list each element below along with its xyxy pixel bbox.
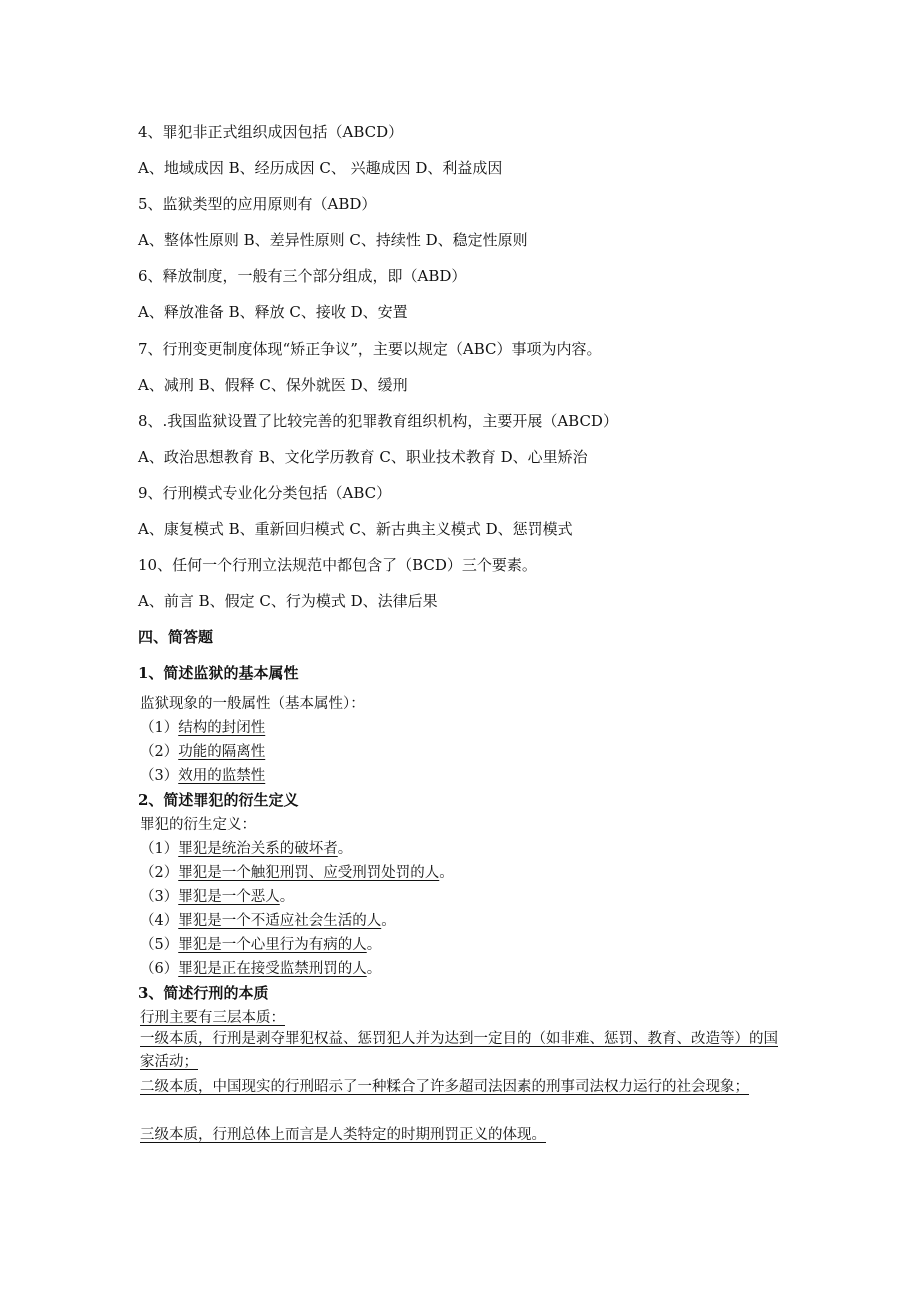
question-7: 7、行刑变更制度体现“矫正争议”，主要以规定（ABC）事项为内容。 xyxy=(138,340,602,358)
options-6: A、释放准备 B、释放 C、接收 D、安置 xyxy=(138,303,408,321)
list-item xyxy=(140,740,265,761)
question-10: 10、任何一个行刑立法规范中都包含了（BCD）三个要素。 xyxy=(138,556,537,574)
options-10: A、前言 B、假定 C、行为模式 D、法律后果 xyxy=(138,592,438,610)
item-number: （1） xyxy=(140,720,179,736)
item-text: 罪犯是一个不适应社会生活的人 xyxy=(178,913,382,929)
item-number: （2） xyxy=(140,744,179,760)
options-4: A、地域成因 B、经历成因 C、 兴趣成因 D、利益成因 xyxy=(138,159,503,177)
list-item xyxy=(140,909,396,930)
question-5: 5、监狱类型的应用原则有（ABD） xyxy=(138,195,377,213)
essence-paragraph-2: 二级本质，中国现实的行刑昭示了一种糅合了许多超司法因素的刑事司法权力运行的社会现象； xyxy=(140,1079,749,1095)
item-number: （5） xyxy=(140,937,179,953)
short-answer-2-title: 2、简述罪犯的衍生定义 xyxy=(138,791,299,809)
options-9: A、康复模式 B、重新回归模式 C、新古典主义模式 D、惩罚模式 xyxy=(138,520,573,538)
short-answer-3-lead: 行刑主要有三层本质： xyxy=(140,1010,285,1026)
essence-paragraph-3: 三级本质，行刑总体上而言是人类特定的时期刑罚正义的体现。 xyxy=(140,1127,546,1143)
list-item xyxy=(140,837,352,858)
question-4: 4、罪犯非正式组织成因包括（ABCD） xyxy=(138,123,404,141)
list-item xyxy=(140,933,381,954)
item-text: 效用的监禁性 xyxy=(178,768,266,784)
item-text: 罪犯是一个心里行为有病的人 xyxy=(178,937,367,953)
item-text: 罪犯是一个恶人 xyxy=(178,889,280,905)
list-item xyxy=(140,957,381,978)
item-tail: 。 xyxy=(337,841,353,857)
short-answer-1-lead: 监狱现象的一般属性（基本属性）： xyxy=(140,696,365,712)
item-number: （4） xyxy=(140,913,179,929)
item-text: 罪犯是一个触犯刑罚、应受刑罚处罚的人 xyxy=(178,865,440,881)
question-9: 9、行刑模式专业化分类包括（ABC） xyxy=(138,484,392,502)
short-answer-1-title: 1、简述监狱的基本属性 xyxy=(138,664,299,682)
question-6: 6、释放制度，一般有三个部分组成，即（ABD） xyxy=(138,267,467,285)
item-number: （1） xyxy=(140,841,179,857)
item-text: 结构的封闭性 xyxy=(178,720,266,736)
list-item xyxy=(140,861,454,882)
item-number: （6） xyxy=(140,961,179,977)
item-text: 功能的隔离性 xyxy=(178,744,266,760)
item-number: （3） xyxy=(140,889,179,905)
short-answer-3-title: 3、简述行刑的本质 xyxy=(138,984,269,1002)
item-tail: 。 xyxy=(439,865,454,881)
item-text: 罪犯是统治关系的破坏者 xyxy=(178,841,338,857)
item-text: 罪犯是正在接受监禁刑罚的人 xyxy=(178,961,367,977)
options-5: A、整体性原则 B、差异性原则 C、持续性 D、稳定性原则 xyxy=(138,231,528,249)
item-tail: 。 xyxy=(366,937,382,953)
item-tail: 。 xyxy=(279,889,295,905)
item-tail: 。 xyxy=(381,913,396,929)
options-7: A、减刑 B、假释 C、保外就医 D、缓刑 xyxy=(138,376,408,394)
item-number: （3） xyxy=(140,768,179,784)
item-number: （2） xyxy=(140,865,179,881)
list-item xyxy=(140,716,265,737)
options-8: A、政治思想教育 B、文化学历教育 C、职业技术教育 D、心里矫治 xyxy=(138,448,588,466)
section-title: 四、简答题 xyxy=(138,628,214,646)
short-answer-2-lead: 罪犯的衍生定义： xyxy=(140,817,256,833)
essence-paragraph-1: 一级本质，行刑是剥夺罪犯权益、惩罚犯人并为达到一定目的（如非难、惩罚、教育、改造等）的国家活动； xyxy=(140,1031,778,1070)
list-item xyxy=(140,885,294,906)
list-item xyxy=(140,764,265,785)
question-8: 8、.我国监狱设置了比较完善的犯罪教育组织机构，主要开展（ABCD） xyxy=(138,412,618,430)
item-tail: 。 xyxy=(366,961,382,977)
